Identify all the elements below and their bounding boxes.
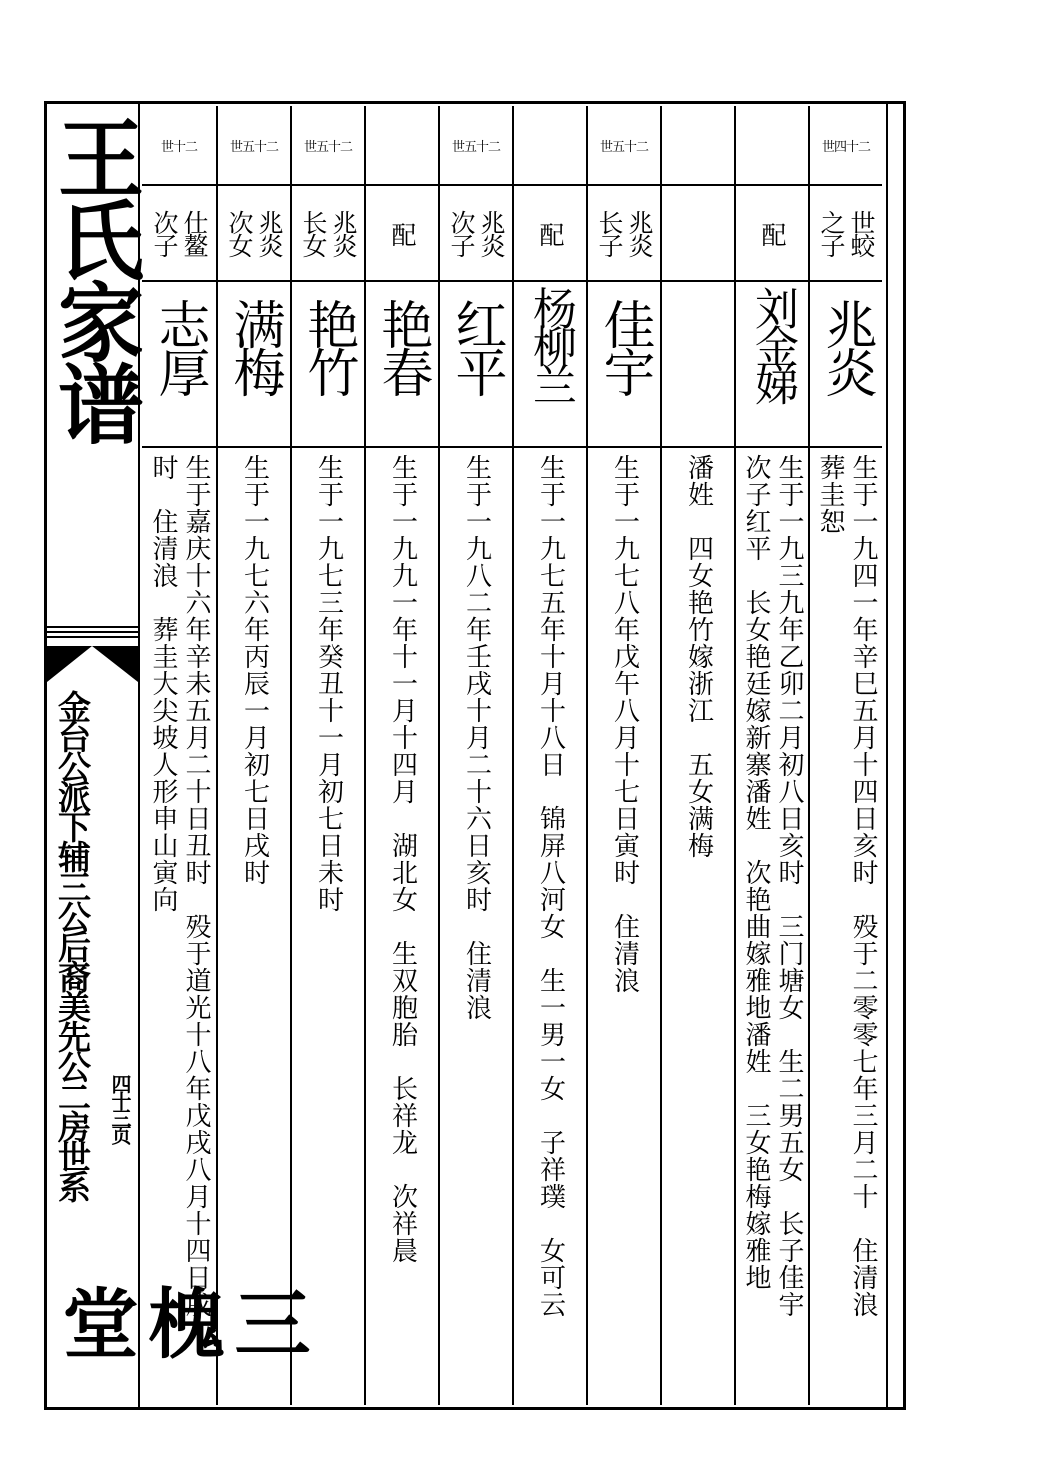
- generation-cell: 世五十二: [588, 106, 660, 186]
- relation-cell: [142, 186, 216, 282]
- generation-cell: 世四十二: [810, 106, 882, 186]
- person-name: 兆炎: [816, 298, 876, 394]
- name-cell: [810, 282, 882, 448]
- entry-column: [216, 106, 290, 1405]
- biography-text: 生于一九九一年十一月十四月 湖北女 生双胞胎 长祥龙 次祥晨: [387, 454, 418, 1264]
- entry-column: [438, 106, 512, 1405]
- relation-cell: [810, 186, 882, 282]
- name-cell: [440, 282, 512, 448]
- relation-text: 配: [536, 221, 565, 245]
- entry-column: [734, 106, 808, 1405]
- title-divider: [47, 626, 138, 641]
- relation-cell: [440, 186, 512, 282]
- biography-cell: [142, 448, 216, 1405]
- relation-text: 配: [758, 221, 787, 245]
- relation-text: 兆炎 次子: [447, 210, 506, 256]
- relation-text: 兆炎 次女: [225, 210, 284, 256]
- entry-column: [512, 106, 586, 1405]
- relation-cell: [662, 186, 734, 282]
- biography-text: 生于嘉庆十六年辛未五月二十日丑时 殁于道光十八年戊戌八月十四日戌 时 住清浪 葬圭大尖坡人形申山寅向: [148, 454, 211, 1318]
- relation-text: 兆炎 长子: [595, 210, 654, 256]
- entry-column: [660, 106, 734, 1405]
- biography-text: 潘姓 四女艳竹嫁浙江 五女满梅: [683, 454, 714, 859]
- biography-cell: [514, 448, 586, 1405]
- biography-cell: [366, 448, 438, 1405]
- biography-text: 生于一九七八年戊午八月十七日寅时 住清浪: [609, 454, 640, 994]
- relation-cell: [588, 186, 660, 282]
- name-cell: [514, 282, 586, 448]
- biography-cell: [810, 448, 882, 1405]
- person-name: 佳宇: [594, 298, 654, 394]
- biography-text: 生于一九七六年丙辰一月初七日戌时: [239, 454, 270, 886]
- relation-cell: [514, 186, 586, 282]
- relation-cell: [292, 186, 364, 282]
- biography-cell: [662, 448, 734, 1405]
- biography-cell: [292, 448, 364, 1405]
- person-name: 艳春: [372, 298, 432, 394]
- biography-text: 生于一九七五年十月十八日 锦屏八河女 生一男一女 子祥璞 女可云: [535, 454, 566, 1318]
- name-cell: [662, 282, 734, 448]
- relation-text: 仕鳌 次子: [150, 210, 209, 256]
- relation-text: 世蛟 之子: [817, 210, 876, 256]
- person-name: 红平: [446, 298, 506, 394]
- biography-text: 生于一九四一年辛巳五月十四日亥时 殁于二零零七年三月二十 住清浪 葬圭恕: [815, 454, 878, 1318]
- page-number: 四十三页: [108, 1074, 132, 1142]
- entry-column: [142, 106, 216, 1405]
- biography-cell: [588, 448, 660, 1405]
- generation-cell: 世五十二: [218, 106, 290, 186]
- entry-column: [290, 106, 364, 1405]
- main-title: 王氏家谱: [43, 114, 143, 442]
- biography-text: 生于一九八二年壬戌十月二十六日亥时 住清浪: [461, 454, 492, 1021]
- name-cell: [366, 282, 438, 448]
- biography-cell: [218, 448, 290, 1405]
- biography-text: 生于一九七三年癸丑十一月初七日未时: [313, 454, 344, 913]
- relation-text: 配: [388, 221, 417, 245]
- genealogy-table: [142, 106, 886, 1405]
- relation-cell: [736, 186, 808, 282]
- person-name: 杨柳兰: [525, 286, 576, 400]
- name-cell: [142, 282, 216, 448]
- name-cell: [736, 282, 808, 448]
- hall-name: 三槐堂: [50, 1284, 311, 1354]
- lineage-subtitle: 金台公派下辅三公后裔美先公二房世系: [53, 690, 92, 1200]
- generation-cell: [366, 106, 438, 186]
- relation-cell: [218, 186, 290, 282]
- relation-cell: [366, 186, 438, 282]
- entry-column: [586, 106, 660, 1405]
- generation-cell: [736, 106, 808, 186]
- biography-text: 生于一九三九年乙卯二月初八日亥时 三门塘女 生二男五女 长子佳宇 次子红平 长女艳廷嫁新寨潘姓 次艳曲嫁雅地潘姓 三女艳梅嫁雅地: [741, 454, 804, 1318]
- entry-column: [808, 106, 882, 1405]
- biography-cell: [736, 448, 808, 1405]
- generation-cell: 世五十二: [292, 106, 364, 186]
- frame-inner-line: [886, 104, 888, 1407]
- generation-cell: 世十二: [142, 106, 216, 186]
- generation-cell: 世五十二: [440, 106, 512, 186]
- name-cell: [218, 282, 290, 448]
- person-name: 满梅: [224, 298, 284, 394]
- entry-column: [364, 106, 438, 1405]
- biography-cell: [440, 448, 512, 1405]
- person-name: 艳竹: [298, 298, 358, 394]
- name-cell: [292, 282, 364, 448]
- person-name: 志厚: [149, 298, 209, 394]
- generation-cell: [662, 106, 734, 186]
- generation-cell: [514, 106, 586, 186]
- person-name: 刘金娣: [747, 286, 798, 400]
- name-cell: [588, 282, 660, 448]
- chevron-icon: [47, 642, 138, 692]
- relation-text: 兆炎 长女: [299, 210, 358, 256]
